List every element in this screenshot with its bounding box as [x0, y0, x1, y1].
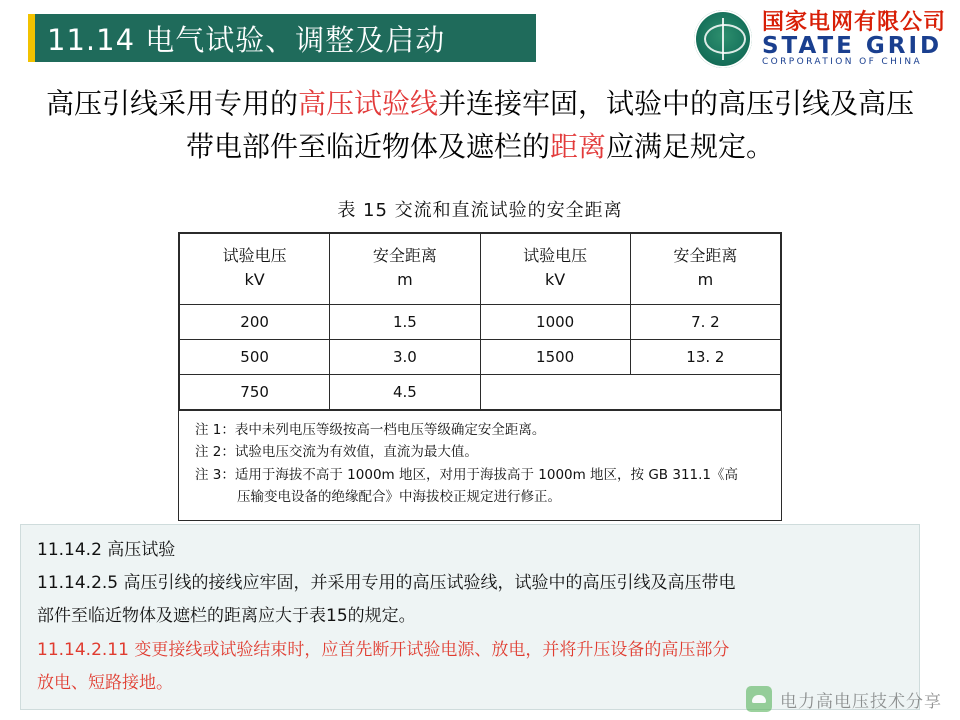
table-note: 压输变电设备的绝缘配合》中海拔校正规定进行修正。	[237, 488, 561, 505]
col-header-1-unit: kV	[244, 270, 265, 289]
lead-text-part2: 并连接牢固，试验中的高压引线及高压带电部件至临近物体及遮栏的	[185, 87, 915, 164]
quote-line-clause-11a: 11.14.2.11 变更接线或试验结束时，应首先断开试验电源、放电，并将升压设备的高压部分	[37, 639, 730, 660]
safety-distance-table	[178, 232, 782, 521]
table-cell: 13. 2	[630, 340, 780, 375]
table-note: 注 1：表中未列电压等级按高一档电压等级确定安全距离。	[195, 422, 546, 438]
table-cell: 750	[180, 375, 330, 410]
state-grid-emblem-icon	[694, 10, 752, 68]
table-cell: 3.0	[330, 340, 480, 375]
col-header-2-title: 安全距离	[372, 246, 437, 265]
table-col-header-2	[330, 234, 480, 305]
lead-highlight-1: 高压试验线	[297, 87, 438, 120]
brand-name-en-sub: CORPORATION OF CHINA	[761, 56, 923, 67]
table-cell: 4.5	[330, 375, 480, 410]
brand-logo	[694, 10, 946, 68]
table-row	[180, 340, 781, 375]
lead-text-part3: 应满足规定。	[606, 130, 775, 164]
col-header-3-unit: kV	[545, 270, 566, 289]
table-cell: 200	[180, 305, 330, 340]
table-cell: 7. 2	[630, 305, 780, 340]
lead-text-part1: 高压引线采用专用的	[45, 87, 298, 120]
table-row	[180, 305, 781, 340]
page-title: 11.14 电气试验、调整及启动	[47, 22, 446, 57]
table-row	[180, 375, 781, 410]
col-header-1-title: 试验电压	[222, 246, 287, 265]
table-cell: 1500	[480, 340, 630, 375]
quote-line-clause-5b: 部件至临近物体及遮栏的距离应大于表15的规定。	[37, 606, 416, 627]
table-cell-empty	[480, 375, 781, 410]
watermark	[746, 686, 942, 712]
watermark-text: 电力高电压技术分享	[780, 691, 942, 712]
slide-header	[28, 14, 536, 62]
col-header-4-title: 安全距离	[673, 246, 738, 265]
standard-quote-box	[20, 524, 920, 710]
table-col-header-3	[480, 234, 630, 305]
table-cell: 1.5	[330, 305, 480, 340]
wechat-icon	[746, 686, 772, 712]
col-header-4-unit: m	[697, 270, 714, 289]
col-header-3-title: 试验电压	[523, 246, 588, 265]
table-note: 注 2：试验电压交流为有效值，直流为最大值。	[195, 444, 478, 461]
table-caption: 表 15 交流和直流试验的安全距离	[337, 200, 623, 221]
table-col-header-4	[630, 234, 780, 305]
lead-paragraph	[0, 82, 960, 169]
brand-name-cn: 国家电网有限公司	[761, 9, 946, 35]
brand-logo-text	[762, 11, 946, 68]
table-note: 注 3：适用于海拔不高于 1000m 地区，对用于海拔高于 1000m 地区，按 GB 311.1《高	[195, 466, 739, 483]
quote-line-clause-11b: 放电、短路接地。	[37, 672, 173, 693]
quote-line-clause-5a: 11.14.2.5 高压引线的接线应牢固，并采用专用的高压试验线，试验中的高压引线及高压带电	[37, 573, 736, 594]
table-col-header-1	[180, 234, 330, 305]
table-grid	[179, 233, 781, 410]
table-header-row	[180, 234, 781, 305]
brand-name-en: STATE GRID	[761, 32, 943, 59]
table-cell: 1000	[480, 305, 630, 340]
col-header-2-unit: m	[397, 270, 413, 289]
table-cell: 500	[180, 340, 330, 375]
lead-highlight-2: 距离	[549, 130, 606, 164]
table-notes	[179, 410, 781, 520]
quote-line-heading: 11.14.2 高压试验	[37, 540, 176, 560]
